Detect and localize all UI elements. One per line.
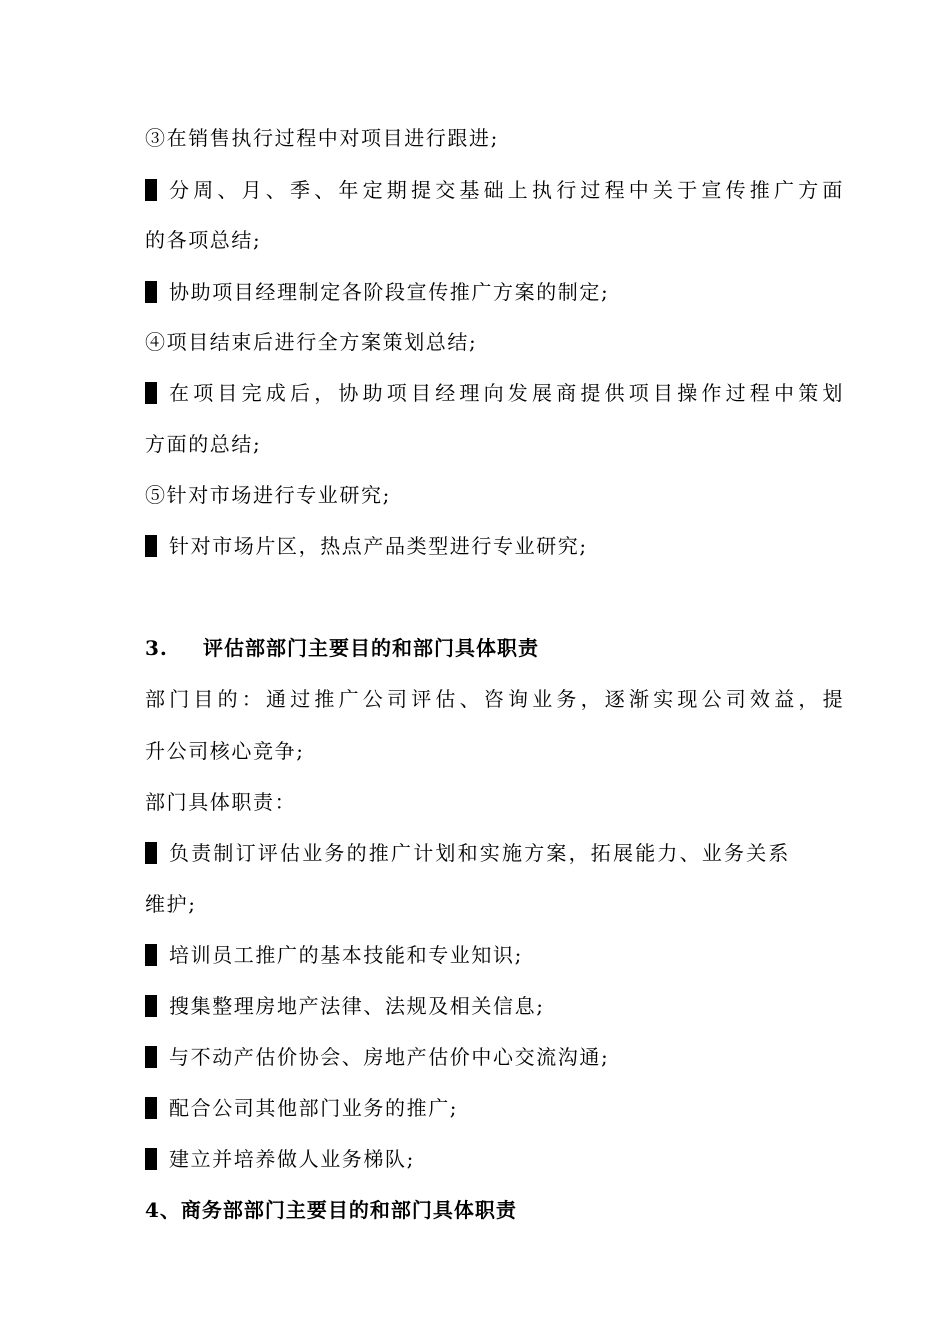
- bullet-marker-icon: [145, 842, 157, 864]
- bullet-line: 搜集整理房地产法律、法规及相关信息;: [145, 992, 545, 1020]
- section-number: 3.: [145, 636, 168, 660]
- section-title: 评估部部门主要目的和部门具体职责: [203, 636, 539, 660]
- text-line: ③在销售执行过程中对项目进行跟进;: [145, 126, 499, 150]
- bullet-line: 配合公司其他部门业务的推广;: [145, 1094, 458, 1122]
- text-line: 升公司核心竞争;: [145, 739, 305, 763]
- text-line: 部门目的：通过推广公司评估、咨询业务，逐渐实现公司效益，提: [145, 687, 847, 711]
- text-line: 的各项总结;: [145, 228, 262, 252]
- section-title: 4、商务部部门主要目的和部门具体职责: [145, 1198, 517, 1222]
- text-line: ⑤针对市场进行专业研究;: [145, 483, 391, 507]
- bullet-marker-icon: [145, 179, 157, 201]
- bullet-line: 培训员工推广的基本技能和专业知识;: [145, 941, 523, 969]
- bullet-line: 负责制订评估业务的推广计划和实施方案，拓展能力、业务关系: [145, 839, 791, 867]
- section-heading: [145, 634, 539, 662]
- bullet-line: 协助项目经理制定各阶段宣传推广方案的制定;: [145, 278, 609, 306]
- bullet-line: 分周、月、季、年定期提交基础上执行过程中关于宣传推广方面: [145, 176, 847, 204]
- bullet-marker-icon: [145, 382, 157, 404]
- bullet-marker-icon: [145, 1097, 157, 1119]
- text-line: 部门具体职责：: [145, 790, 297, 814]
- bullet-line: 针对市场片区，热点产品类型进行专业研究;: [145, 532, 588, 560]
- bullet-marker-icon: [145, 1046, 157, 1068]
- bullet-line: 建立并培养做人业务梯队;: [145, 1145, 415, 1173]
- bullet-marker-icon: [145, 1148, 157, 1170]
- bullet-marker-icon: [145, 535, 157, 557]
- section-heading: [145, 1196, 517, 1224]
- text-line: ④项目结束后进行全方案策划总结;: [145, 330, 478, 354]
- text-line: 方面的总结;: [145, 432, 262, 456]
- bullet-marker-icon: [145, 995, 157, 1017]
- bullet-marker-icon: [145, 944, 157, 966]
- bullet-line: 在项目完成后，协助项目经理向发展商提供项目操作过程中策划: [145, 379, 847, 407]
- text-line: 维护;: [145, 892, 197, 916]
- bullet-marker-icon: [145, 281, 157, 303]
- bullet-line: 与不动产估价协会、房地产估价中心交流沟通;: [145, 1043, 609, 1071]
